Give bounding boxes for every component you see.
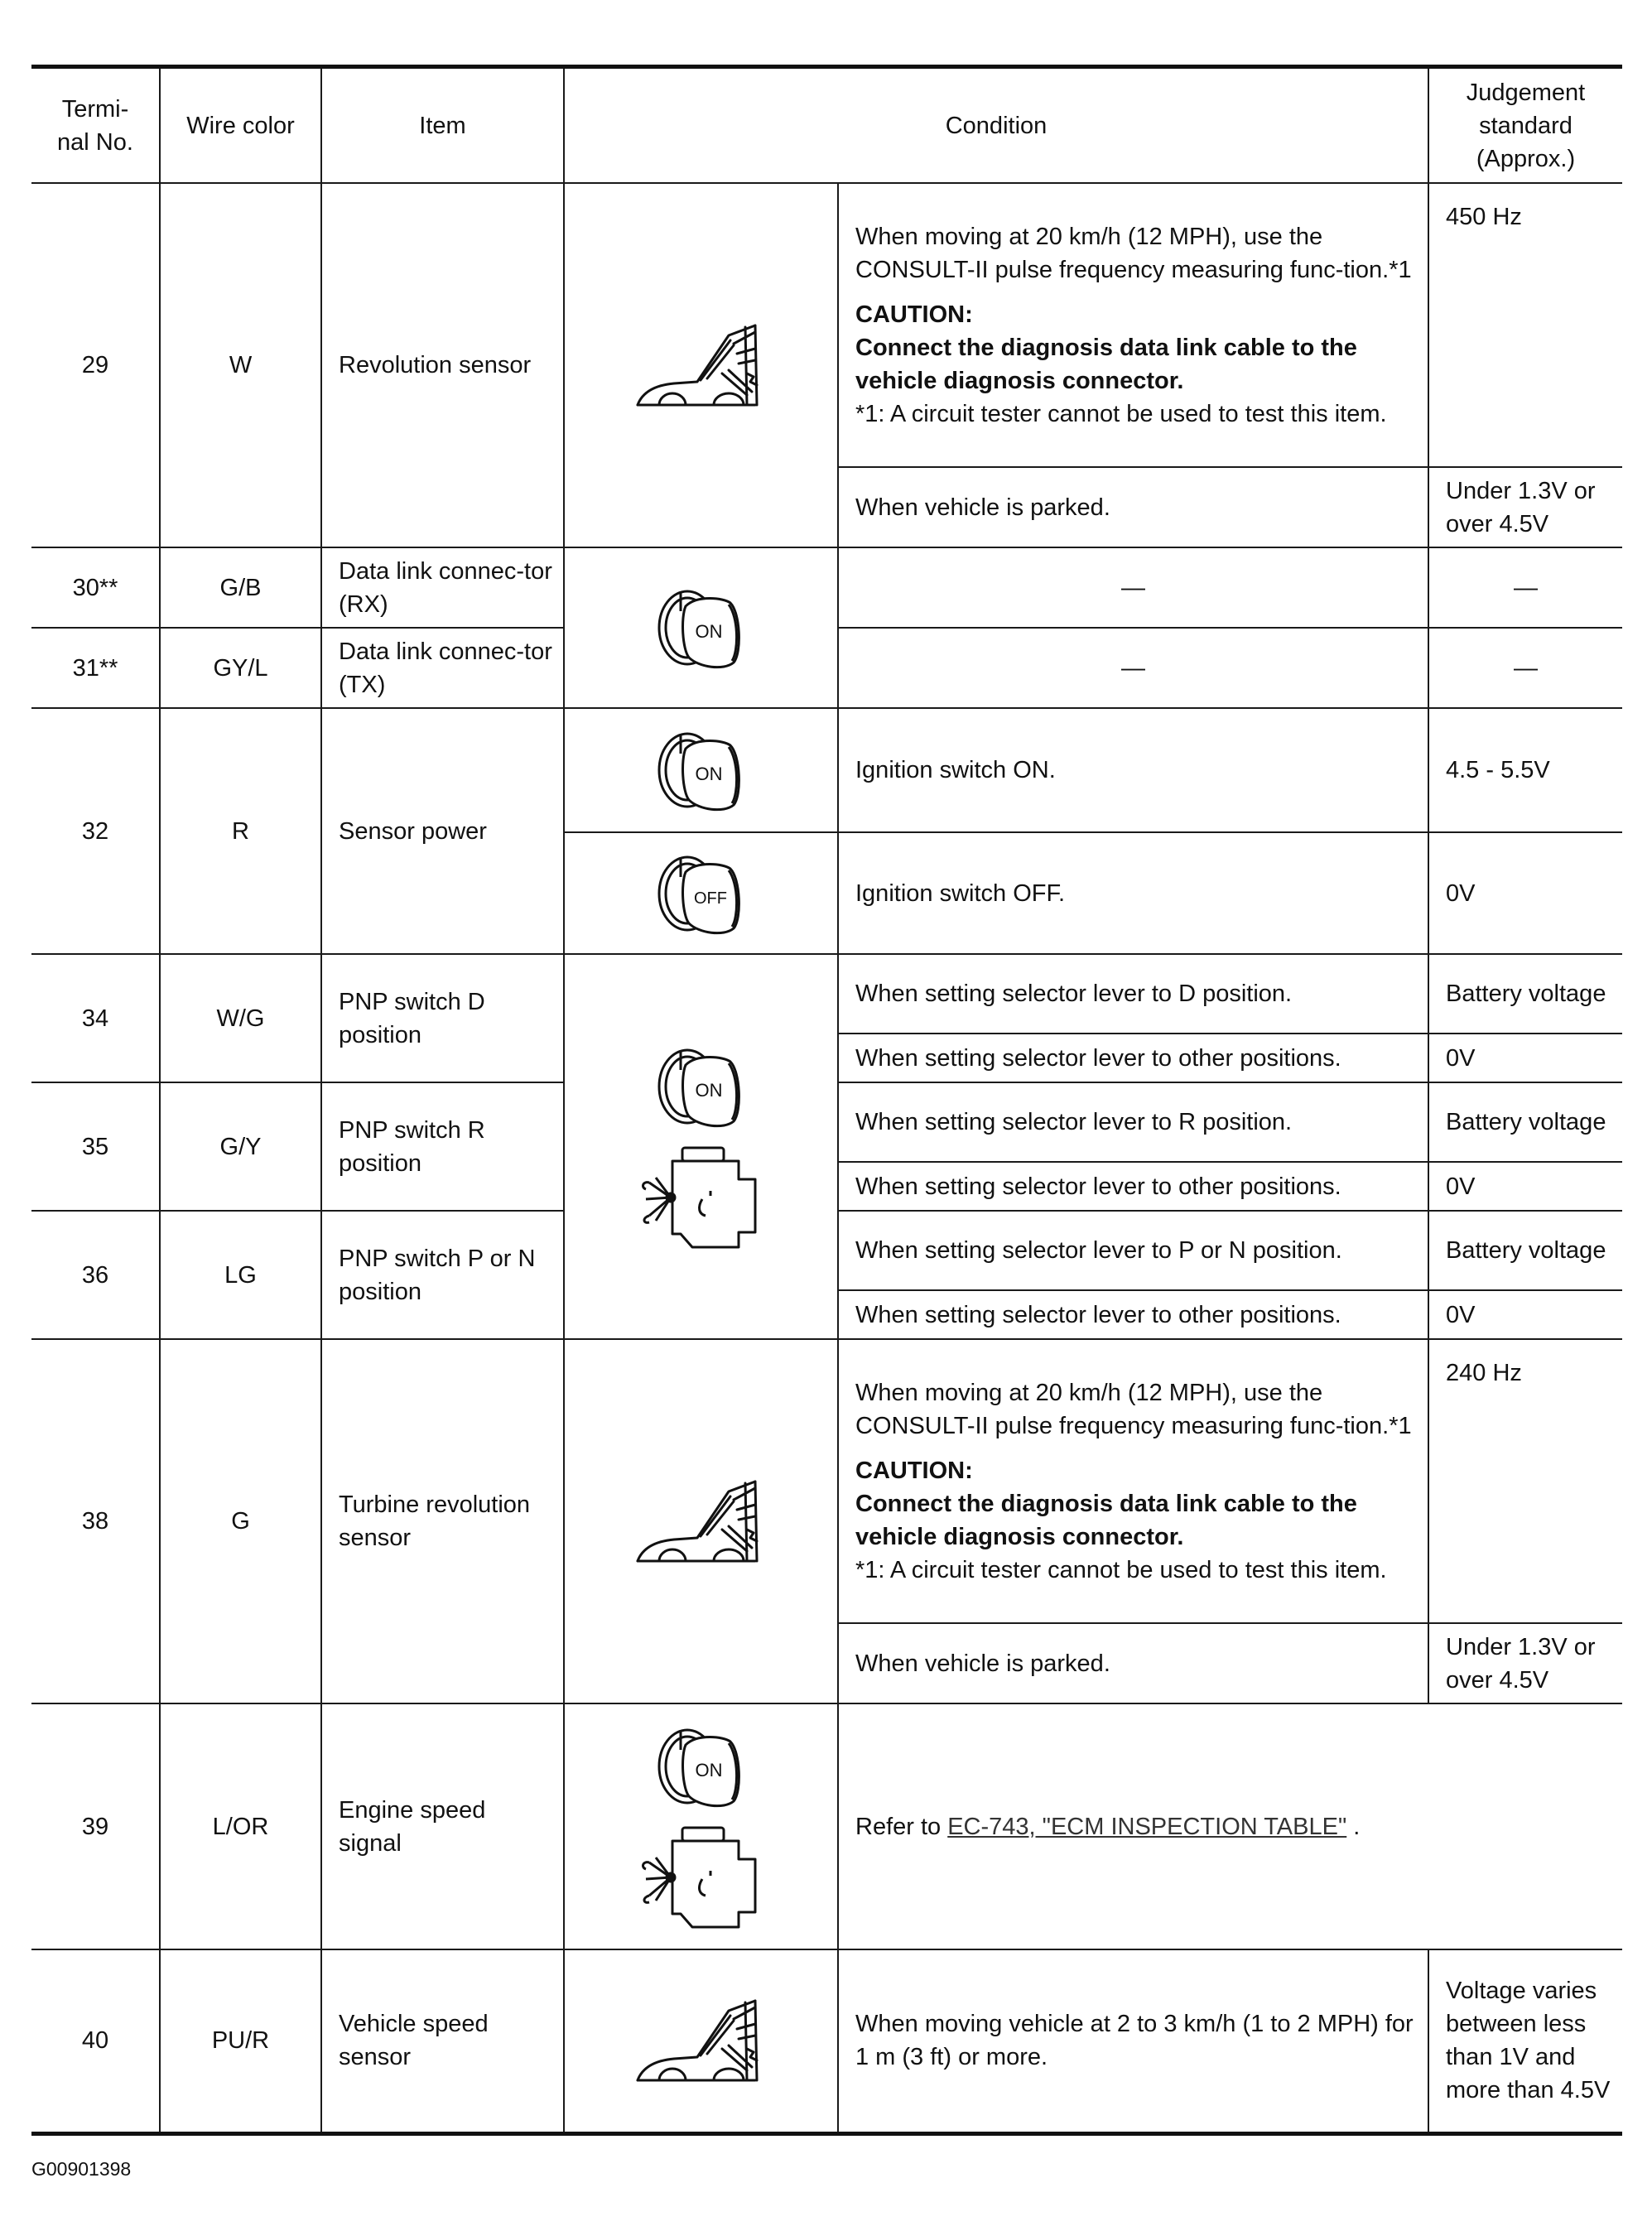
condition-cell: [838, 183, 1428, 467]
engine-icon: [631, 1141, 772, 1257]
table-row: [31, 708, 1622, 832]
item-cell: PNP switch P or N position: [321, 1211, 564, 1339]
judgement-cell: Voltage varies between less than 1V and more than 4.5V: [1428, 1949, 1622, 2133]
condition-cell: Ignition switch ON.: [838, 708, 1428, 832]
caution-text: Connect the diagnosis data link cable to the vehicle diagnosis connector.: [855, 1490, 1357, 1550]
item-cell: Sensor power: [321, 708, 564, 954]
item-cell: PNP switch R position: [321, 1082, 564, 1211]
wire-color-cell: W/G: [160, 954, 321, 1082]
judgement-cell: 0V: [1428, 1290, 1622, 1339]
table-row: [31, 1703, 1622, 1949]
table-row: [31, 1949, 1622, 2133]
judgement-cell: Battery voltage: [1428, 954, 1622, 1034]
ignition-key-on-icon: [648, 1717, 755, 1816]
header-condition: Condition: [564, 67, 1428, 184]
ignition-key-on-icon: [564, 708, 838, 832]
item-cell: Data link connec-tor (RX): [321, 547, 564, 628]
condition-cell: When vehicle is parked.: [838, 1623, 1428, 1703]
judgement-cell: —: [1428, 628, 1622, 708]
caution-text: Connect the diagnosis data link cable to the vehicle diagnosis connector.: [855, 334, 1357, 394]
ignition-on-engine-running-icon: [564, 954, 838, 1339]
header-item: Item: [321, 67, 564, 184]
table-row: [31, 547, 1622, 628]
condition-cell: [838, 1703, 1622, 1949]
table-row: [31, 1339, 1622, 1623]
judgement-cell: Under 1.3V or over 4.5V: [1428, 1623, 1622, 1703]
ecm-inspection-table-link[interactable]: EC-743, "ECM INSPECTION TABLE": [947, 1813, 1347, 1840]
condition-text: When moving at 20 km/h (12 MPH), use the CONSULT-II pulse frequency measuring func-tion.*1: [855, 223, 1412, 283]
caution-label: CAUTION:: [855, 301, 973, 328]
item-cell: PNP switch D position: [321, 954, 564, 1082]
condition-cell: When setting selector lever to other positions.: [838, 1162, 1428, 1211]
footnote-text: *1: A circuit tester cannot be used to test this item.: [855, 400, 1387, 427]
condition-cell: Ignition switch OFF.: [838, 832, 1428, 954]
wire-color-cell: GY/L: [160, 628, 321, 708]
condition-cell: When setting selector lever to other positions.: [838, 1034, 1428, 1082]
wire-color-cell: G/B: [160, 547, 321, 628]
condition-cell: When moving vehicle at 2 to 3 km/h (1 to 2 MPH) for 1 m (3 ft) or more.: [838, 1949, 1428, 2133]
item-cell: Engine speed signal: [321, 1703, 564, 1949]
terminal-cell: 39: [31, 1703, 160, 1949]
judgement-cell: 0V: [1428, 1034, 1622, 1082]
wire-color-cell: LG: [160, 1211, 321, 1339]
wire-color-cell: W: [160, 183, 321, 547]
item-cell: Vehicle speed sensor: [321, 1949, 564, 2133]
car-moving-icon: [564, 183, 838, 547]
terminal-cell: 40: [31, 1949, 160, 2133]
condition-cell: When vehicle is parked.: [838, 467, 1428, 547]
table-row: [31, 954, 1622, 1034]
table-row: [31, 183, 1622, 467]
ignition-key-on-icon: [564, 547, 838, 708]
condition-text: Refer to: [855, 1813, 948, 1840]
condition-cell: When setting selector lever to R position.: [838, 1082, 1428, 1162]
judgement-cell: Under 1.3V or over 4.5V: [1428, 467, 1622, 547]
terminal-cell: 38: [31, 1339, 160, 1703]
item-cell: Data link connec-tor (TX): [321, 628, 564, 708]
ignition-key-off-icon: [564, 832, 838, 954]
terminal-cell: 34: [31, 954, 160, 1082]
condition-cell: When setting selector lever to other positions.: [838, 1290, 1428, 1339]
item-cell: Revolution sensor: [321, 183, 564, 547]
judgement-cell: 4.5 - 5.5V: [1428, 708, 1622, 832]
terminal-cell: 32: [31, 708, 160, 954]
caution-label: CAUTION:: [855, 1457, 973, 1484]
wire-color-cell: L/OR: [160, 1703, 321, 1949]
terminal-cell: 30**: [31, 547, 160, 628]
condition-cell: When setting selector lever to P or N position.: [838, 1211, 1428, 1290]
judgement-cell: 240 Hz: [1428, 1339, 1622, 1623]
terminal-cell: 35: [31, 1082, 160, 1211]
footnote-text: *1: A circuit tester cannot be used to test this item.: [855, 1556, 1387, 1583]
terminal-cell: 29: [31, 183, 160, 547]
judgement-cell: 0V: [1428, 832, 1622, 954]
judgement-cell: 0V: [1428, 1162, 1622, 1211]
judgement-cell: Battery voltage: [1428, 1211, 1622, 1290]
condition-text: When moving at 20 km/h (12 MPH), use the CONSULT-II pulse frequency measuring func-tion.*1: [855, 1379, 1412, 1439]
ignition-on-engine-running-icon: [564, 1703, 838, 1949]
wire-color-cell: G/Y: [160, 1082, 321, 1211]
header-wire-color: Wire color: [160, 67, 321, 184]
header-row: [31, 67, 1622, 184]
judgement-cell: —: [1428, 547, 1622, 628]
terminal-cell: 36: [31, 1211, 160, 1339]
condition-cell: —: [838, 547, 1428, 628]
car-moving-icon: [564, 1949, 838, 2133]
condition-cell: When setting selector lever to D position.: [838, 954, 1428, 1034]
engine-icon: [631, 1821, 772, 1937]
wire-color-cell: PU/R: [160, 1949, 321, 2133]
wire-color-cell: G: [160, 1339, 321, 1703]
terminal-cell: 31**: [31, 628, 160, 708]
header-terminal: Termi- nal No.: [31, 67, 160, 184]
item-cell: Turbine revolution sensor: [321, 1339, 564, 1703]
terminal-spec-table: [31, 65, 1622, 2136]
condition-text: .: [1346, 1813, 1361, 1840]
condition-cell: —: [838, 628, 1428, 708]
car-moving-icon: [564, 1339, 838, 1703]
condition-cell: [838, 1339, 1428, 1623]
figure-id: G00901398: [31, 2158, 132, 2180]
ignition-key-on-icon: [648, 1037, 755, 1136]
header-judgement: Judgement standard (Approx.): [1428, 67, 1622, 184]
wire-color-cell: R: [160, 708, 321, 954]
judgement-cell: 450 Hz: [1428, 183, 1622, 467]
judgement-cell: Battery voltage: [1428, 1082, 1622, 1162]
